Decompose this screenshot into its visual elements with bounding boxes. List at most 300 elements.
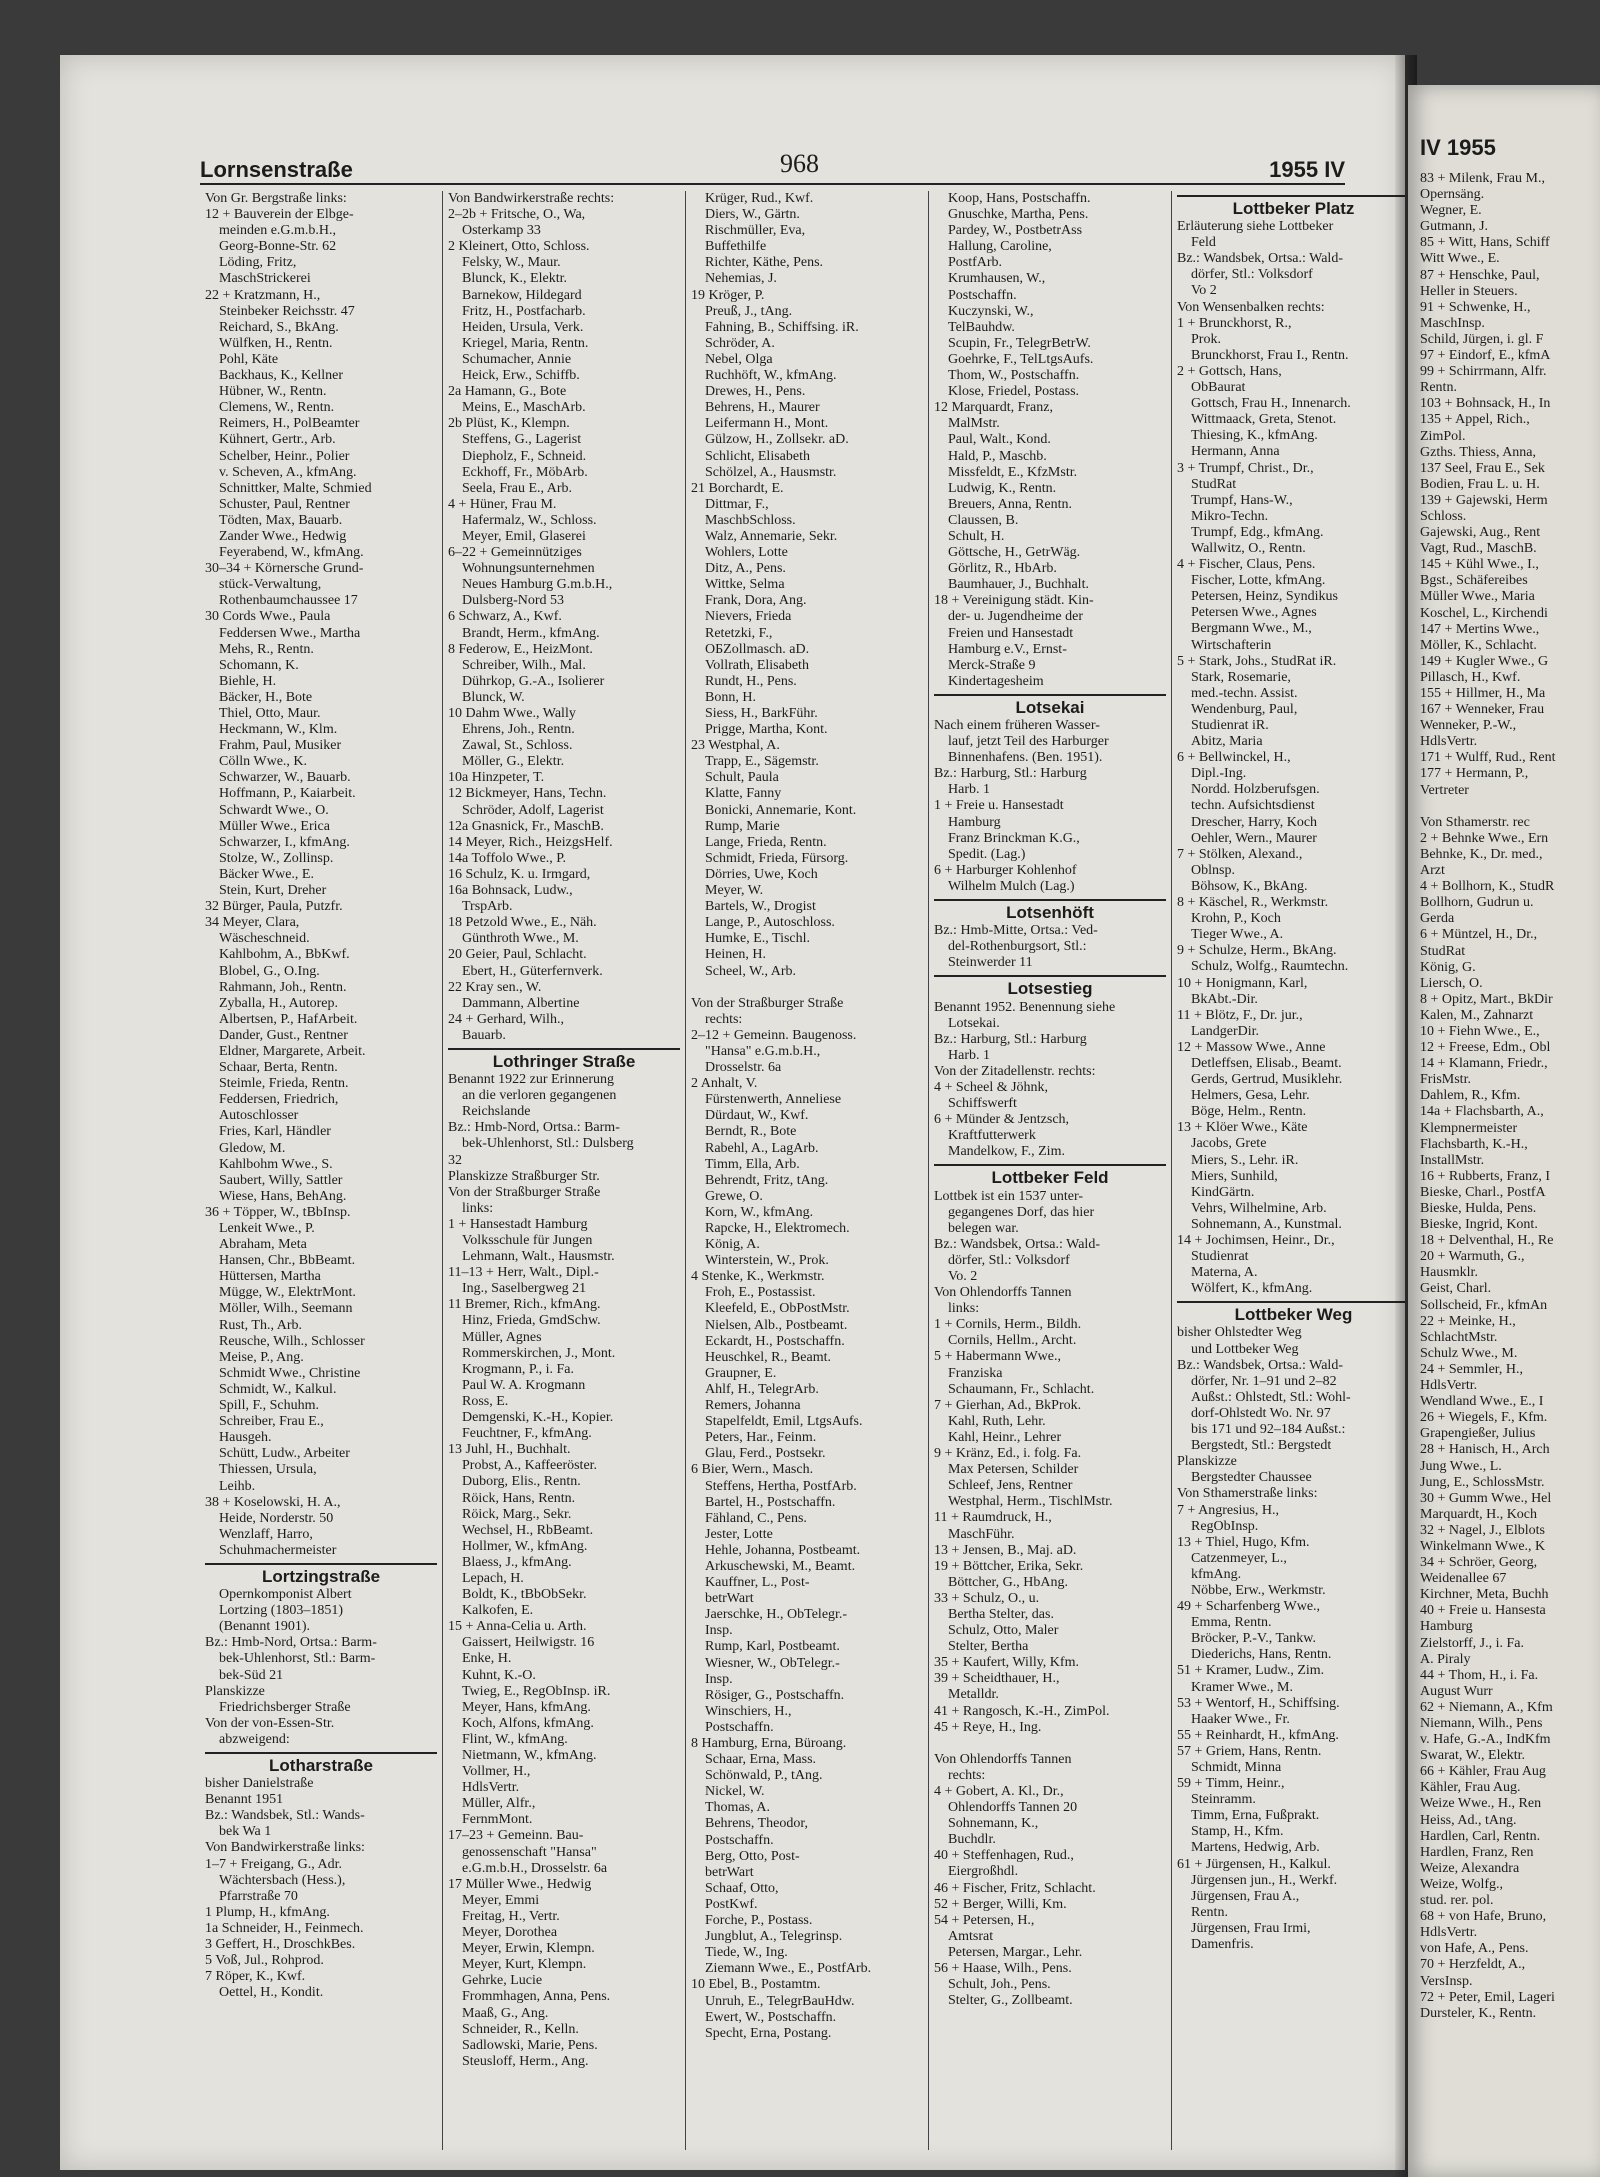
directory-entry: Krumhausen, W., — [948, 271, 1046, 287]
directory-entry: Vagt, Rud., MaschB. — [1420, 541, 1537, 557]
directory-entry: Rentn. — [1191, 1904, 1228, 1920]
directory-entry: Leifermann H., Mont. — [705, 416, 829, 432]
directory-entry: 12 Marquardt, Franz, — [934, 400, 1053, 416]
directory-entry: Remers, Johanna — [705, 1398, 801, 1414]
directory-entry: August Wurr — [1420, 1683, 1493, 1699]
directory-entry: 24 + Gerhard, Wilh., — [448, 1011, 564, 1027]
directory-entry: Meins, E., MaschArb. — [462, 400, 586, 416]
directory-entry: Thiel, Otto, Maur. — [219, 706, 321, 721]
directory-entry: Wiesner, W., ObTelegr.- — [705, 1655, 840, 1671]
directory-entry: Jürgensen, Frau Irmi, — [1191, 1920, 1311, 1936]
directory-entry: Pohl, Käte — [219, 351, 279, 367]
directory-entry: Maaß, G., Ang. — [462, 2005, 549, 2021]
directory-entry: 1 Plump, H., kfmAng. — [205, 1904, 330, 1920]
directory-entry: Schmidt, W., Kalkul. — [219, 1381, 337, 1397]
directory-entry: Lehmann, Walt., Hausmstr. — [462, 1249, 615, 1265]
street-heading: Lottbeker Platz — [1177, 195, 1405, 217]
directory-entry: Paul W. A. Krogmann — [462, 1377, 586, 1393]
directory-entry: 16 Schulz, K. u. Irmgard, — [448, 866, 591, 882]
directory-entry: 32 + Nagel, J., Elblots — [1420, 1522, 1545, 1538]
directory-entry: Hamburg — [948, 814, 1001, 830]
directory-entry: 44 + Thom, H., i. Fa. — [1420, 1667, 1539, 1683]
directory-entry: lauf, jetzt Teil des Harburger — [948, 734, 1109, 750]
directory-entry: Buffethilfe — [705, 239, 767, 255]
directory-entry: Planskizze — [1177, 1454, 1237, 1470]
directory-entry: Von der Zitadellenstr. rechts: — [934, 1063, 1096, 1079]
directory-entry: Heckmann, W., Klm. — [219, 722, 338, 738]
directory-entry: Zawal, St., Schloss. — [462, 738, 573, 754]
directory-entry: Schreiber, Wilh., Mal. — [462, 657, 586, 673]
directory-entry: 4 + Gobert, A. Kl., Dr., — [934, 1784, 1064, 1799]
directory-entry: Schult, H. — [948, 528, 1005, 544]
directory-entry: Nach einem früheren Wasser- — [934, 718, 1100, 733]
directory-entry: 12 Bickmeyer, Hans, Techn. — [448, 786, 607, 802]
directory-entry: 6 Schwarz, A., Kwf. — [448, 609, 562, 625]
directory-entry: 13 + Klöer Wwe., Käte — [1177, 1120, 1308, 1136]
header-rule — [200, 183, 1345, 185]
directory-entry: Fähland, C., Pens. — [705, 1510, 807, 1526]
directory-entry: Studienrat iR. — [1191, 718, 1269, 733]
directory-entry: Bertha Stelter, das. — [948, 1606, 1054, 1622]
directory-entry: 40 + Freie u. Hansesta — [1420, 1603, 1546, 1619]
directory-entry: HdlsVertr. — [462, 1780, 520, 1796]
directory-entry: Trapp, E., Sägemstr. — [705, 754, 819, 770]
directory-entry: FrisMstr. — [1420, 1072, 1471, 1088]
directory-entry: Von Sthamerstr. rec — [1420, 814, 1530, 830]
directory-entry: Jürgensen, Frau A., — [1191, 1888, 1300, 1904]
directory-entry: Vertreter — [1420, 782, 1469, 798]
directory-entry: Damenfris. — [1191, 1937, 1254, 1953]
directory-entry: Scheel, W., Arb. — [705, 963, 796, 979]
directory-entry: Reichard, S., BkAng. — [219, 319, 339, 335]
directory-entry: Franziska — [948, 1365, 1003, 1381]
directory-entry: Lange, P., Autoschloss. — [705, 915, 835, 931]
directory-entry: 19 Kröger, P. — [691, 287, 765, 303]
directory-entry: 1 + Brunckhorst, R., — [1177, 315, 1292, 331]
directory-entry: Wülfken, H., Rentn. — [219, 335, 333, 351]
street-heading: Lotsestieg — [934, 975, 1166, 997]
directory-entry: Nielsen, Alb., Postbeamt. — [705, 1317, 848, 1333]
directory-entry: Müller Wwe., Erica — [219, 818, 330, 834]
directory-entry: Stapelfeldt, Emil, LtgsAufs. — [705, 1414, 863, 1430]
directory-entry: Oehler, Wern., Maurer — [1191, 830, 1317, 846]
directory-entry: Prok. — [1191, 331, 1221, 347]
directory-entry: bek-Uhlenhorst, Stl.: Dulsberg — [462, 1136, 634, 1152]
directory-entry: Graupner, E. — [705, 1365, 777, 1381]
directory-entry: Schreiber, Frau E., — [219, 1414, 324, 1430]
directory-entry: 34 + Schröer, Georg, — [1420, 1555, 1538, 1571]
directory-entry: Bartel, H., Postschaffn. — [705, 1494, 836, 1510]
directory-entry: Neues Hamburg G.m.b.H., — [462, 577, 613, 593]
directory-entry: Von Bandwirkerstraße rechts: — [448, 191, 615, 206]
directory-entry: Jung Wwe., L. — [1420, 1458, 1502, 1474]
directory-entry: Thomas, A. — [705, 1800, 770, 1816]
directory-entry: Wendenburg, Paul, — [1191, 701, 1298, 717]
directory-entry: 21 Borchardt, E. — [691, 480, 784, 496]
directory-entry: 4 + Fischer, Claus, Pens. — [1177, 557, 1316, 573]
directory-entry: 36 + Töpper, W., tBbInsp. — [205, 1204, 351, 1220]
directory-entry: Bergmann Wwe., M., — [1191, 621, 1312, 637]
directory-entry: genossenschaft "Hansa" — [462, 1844, 597, 1860]
directory-entry: Drosselstr. 6a — [705, 1060, 782, 1076]
directory-entry: 155 + Hillmer, H., Ma — [1420, 686, 1546, 701]
directory-entry: Von der Straßburger Straße — [691, 995, 844, 1011]
directory-entry: Schütt, Ludw., Arbeiter — [219, 1446, 350, 1462]
directory-entry: Berg, Otto, Post- — [705, 1848, 800, 1864]
directory-entry: 87 + Henschke, Paul, — [1420, 267, 1540, 283]
directory-entry: Bz.: Harburg, Stl.: Harburg — [934, 1031, 1087, 1047]
directory-entry — [691, 980, 923, 996]
directory-entry: Schelber, Heinr., Polier — [219, 448, 350, 464]
directory-entry: 1 + Cornils, Herm., Bildh. — [934, 1317, 1082, 1333]
directory-entry: Bz.: Hmb-Nord, Ortsa.: Barm- — [205, 1635, 377, 1651]
directory-entry: Behrens, Theodor, — [705, 1816, 808, 1832]
directory-entry: Hübner, W., Rentn. — [219, 384, 327, 400]
directory-entry: der- u. Jugendheime der — [948, 609, 1084, 625]
directory-entry: Petersen Wwe., Agnes — [1191, 605, 1317, 621]
directory-entry: 18 Petzold Wwe., E., Näh. — [448, 915, 597, 931]
next-book-page — [1408, 85, 1600, 2177]
directory-entry: Breuers, Anna, Rentn. — [948, 496, 1073, 512]
directory-entry: Haaker Wwe., Fr. — [1191, 1711, 1290, 1727]
directory-entry: Eckhoff, Fr., MöbArb. — [462, 464, 588, 480]
directory-entry: Probst, A., Kaffeeröster. — [462, 1458, 598, 1474]
directory-entry: Gülzow, H., Zollsekr. aD. — [705, 432, 849, 448]
directory-entry: stud. rer. pol. — [1420, 1893, 1494, 1909]
directory-entry: Bz.: Wandsbek, Stl.: Wands- — [205, 1808, 365, 1824]
directory-entry: Zyballa, H., Autorep. — [219, 995, 338, 1011]
directory-entry: Rahmann, Joh., Rentn. — [219, 979, 347, 995]
directory-entry: "Hansa" e.G.m.b.H., — [705, 1043, 821, 1059]
directory-entry: Schiffswerft — [948, 1096, 1017, 1112]
directory-entry: InstallMstr. — [1420, 1152, 1485, 1168]
directory-entry: Dürdaut, W., Kwf. — [705, 1108, 809, 1124]
directory-entry: Zander Wwe., Hedwig — [219, 528, 347, 544]
directory-entry: 53 + Wentorf, H., Schiffsing. — [1177, 1695, 1340, 1711]
directory-entry: Ahlf, H., TelegrArb. — [705, 1381, 819, 1397]
directory-entry: Hollmer, W., kfmAng. — [462, 1538, 588, 1554]
directory-entry: Von der Straßburger Straße — [448, 1184, 601, 1200]
directory-entry: Humke, E., Tischl. — [705, 931, 811, 947]
directory-entry: Dammann, Albertine — [462, 995, 580, 1011]
directory-entry: Gerda — [1420, 911, 1455, 927]
street-heading: Lortzingstraße — [205, 1563, 437, 1585]
directory-entry: Ebert, H., Güterfernverk. — [462, 963, 603, 979]
directory-entry: Schaaf, Otto, — [705, 1880, 779, 1896]
directory-entry: Brandt, Herm., kfmAng. — [462, 625, 600, 641]
directory-entry: Meyer, Dorothea — [462, 1925, 558, 1941]
directory-entry: Fischer, Lotte, kfmAng. — [1191, 573, 1326, 589]
directory-entry: 8 + Käschel, R., Werkmstr. — [1177, 895, 1329, 911]
directory-entry: Ziemann Wwe., E., PostfArb. — [705, 1961, 872, 1977]
directory-entry: 10 + Honigmann, Karl, — [1177, 975, 1308, 991]
directory-entry: Binnenhafens. (Ben. 1951). — [948, 750, 1103, 766]
directory-entry: Ditz, A., Pens. — [705, 561, 786, 577]
directory-entry: Ewert, W., Postschaffn. — [705, 2009, 837, 2025]
street-heading: Lottbeker Weg — [1177, 1301, 1405, 1323]
directory-entry: 15 + Anna-Celia u. Arth. — [448, 1619, 587, 1635]
directory-entry: Weize, Alexandra — [1420, 1860, 1520, 1876]
directory-entry: Bergstedter Chaussee — [1191, 1470, 1312, 1486]
directory-entry: Drewes, H., Pens. — [705, 384, 806, 400]
directory-entry: 49 + Scharfenberg Wwe., — [1177, 1599, 1321, 1615]
directory-entry: Möller, K., Schlacht. — [1420, 637, 1537, 653]
directory-entry: 41 + Rangosch, K.-H., ZimPol. — [934, 1703, 1110, 1719]
directory-entry: Fries, Karl, Händler — [219, 1124, 331, 1140]
directory-entry: Bodien, Frau L. u. H. — [1420, 476, 1540, 492]
directory-entry: Heick, Erw., Schiffb. — [462, 368, 580, 384]
directory-entry: 4 Stenke, K., Werkmstr. — [691, 1269, 825, 1285]
directory-entry: Forche, P., Postass. — [705, 1913, 813, 1929]
directory-entry: Schröder, A. — [705, 335, 775, 351]
directory-entry — [934, 1736, 1166, 1752]
directory-entry: PostKwf. — [705, 1896, 758, 1912]
directory-entry: Eiergroßhdl. — [948, 1864, 1019, 1880]
directory-entry: Dulsberg-Nord 53 — [462, 593, 565, 609]
directory-entry: Sohnemann, A., Kunstmal. — [1191, 1216, 1342, 1232]
directory-entry: Pillasch, H., Kwf. — [1420, 669, 1521, 685]
directory-entry: Schölzel, A., Hausmstr. — [705, 464, 837, 480]
directory-entry: Dipl.-Ing. — [1191, 766, 1247, 782]
directory-entry: Schmidt, Frieda, Fürsorg. — [705, 850, 849, 866]
directory-entry: 51 + Kramer, Ludw., Zim. — [1177, 1663, 1325, 1679]
directory-entry: Osterkamp 33 — [462, 223, 541, 239]
directory-entry: Eldner, Margarete, Arbeit. — [219, 1043, 366, 1059]
directory-entry: 13 + Jensen, B., Maj. aD. — [934, 1542, 1077, 1558]
directory-entry: Enke, H. — [462, 1651, 512, 1667]
directory-entry: BkAbt.-Dir. — [1191, 991, 1258, 1007]
directory-entry: Cornils, Hellm., Archt. — [948, 1333, 1077, 1349]
directory-entry: 2 Kleinert, Otto, Schloss. — [448, 239, 590, 255]
directory-entry: med.-techn. Assist. — [1191, 685, 1298, 701]
directory-entry: Schulz, Wolfg., Raumtechn. — [1191, 959, 1349, 975]
directory-entry: Kriegel, Maria, Rentn. — [462, 335, 589, 351]
directory-entry: 11 + Blötz, F., Dr. jur., — [1177, 1007, 1303, 1023]
directory-entry: 9 + Kränz, Ed., i. folg. Fa. — [934, 1446, 1082, 1462]
directory-entry: Vollmer, H., — [462, 1764, 531, 1780]
directory-entry: Vehrs, Wilhelmine, Arb. — [1191, 1200, 1327, 1216]
directory-entry: 14 Meyer, Rich., HeizgsHelf. — [448, 834, 613, 850]
directory-entry: Möller, G., Elektr. — [462, 754, 565, 770]
directory-entry: Nietmann, W., kfmAng. — [462, 1748, 597, 1763]
directory-entry: e.G.m.b.H., Drosselstr. 6a — [462, 1860, 608, 1876]
directory-entry: StudRat — [1420, 943, 1466, 959]
directory-entry: Ohlendorffs Tannen 20 — [948, 1800, 1078, 1816]
directory-entry: Lepach, H. — [462, 1570, 524, 1586]
directory-entry: Metalldr. — [948, 1687, 999, 1703]
directory-entry: Bieske, Hulda, Pens. — [1420, 1201, 1537, 1216]
directory-entry: 34 Meyer, Clara, — [205, 915, 300, 931]
directory-entry: Schult, Paula — [705, 770, 779, 786]
directory-entry: 28 + Hanisch, H., Arch — [1420, 1442, 1550, 1458]
directory-entry: Freitag, H., Vertr. — [462, 1908, 560, 1924]
directory-entry: 5 + Habermann Wwe., — [934, 1349, 1061, 1365]
directory-entry: Thom, W., Postschaffn. — [948, 368, 1080, 384]
directory-entry: Schaumann, Fr., Schlacht. — [948, 1381, 1095, 1397]
directory-entry: 32 — [448, 1152, 462, 1168]
directory-entry: 2 Anhalt, V. — [691, 1076, 758, 1092]
directory-entry: Planskizze — [205, 1683, 265, 1699]
directory-entry: 7 + Stölken, Alexand., — [1177, 846, 1303, 862]
directory-entry: Frahm, Paul, Musiker — [219, 738, 342, 754]
directory-entry: 14 + Klamann, Friedr., — [1420, 1056, 1548, 1072]
directory-entry: Möller, Wilh., Seemann — [219, 1301, 353, 1317]
directory-entry: Meyer, Kurt, Klempn. — [462, 1957, 587, 1973]
directory-entry: Dührkop, G.-A., Isolierer — [462, 673, 605, 689]
directory-entry: 2 + Gottsch, Hans, — [1177, 363, 1282, 379]
directory-entry: Diepholz, F., Schneid. — [462, 448, 587, 464]
directory-entry: Oblnsp. — [1191, 862, 1235, 878]
directory-entry: Kühnert, Gertr., Arb. — [219, 432, 336, 448]
directory-entry: 39 + Scheidthauer, H., — [934, 1671, 1060, 1687]
directory-entry: Retetzki, F., — [705, 625, 773, 641]
directory-entry: König, A. — [705, 1237, 760, 1253]
street-heading: Lottbeker Feld — [934, 1164, 1166, 1186]
directory-entry: Erläuterung siehe Lottbeker — [1177, 219, 1334, 235]
directory-entry: Frank, Dora, Ang. — [705, 593, 807, 609]
directory-entry: Kramer Wwe., M. — [1191, 1679, 1293, 1695]
directory-entry: Geist, Charl. — [1420, 1281, 1492, 1297]
directory-entry: 13 Juhl, H., Buchhalt. — [448, 1442, 571, 1458]
directory-entry: Saubert, Willy, Sattler — [219, 1172, 343, 1188]
directory-entry: Wittmaack, Greta, Stenot. — [1191, 412, 1337, 428]
directory-entry: Krohn, P., Koch — [1191, 911, 1281, 927]
directory-entry: TelBauhdw. — [948, 319, 1015, 335]
directory-entry: Studienrat — [1191, 1249, 1249, 1265]
directory-entry: Flachsbarth, K.-H., — [1420, 1136, 1528, 1152]
directory-entry: Ross, E. — [462, 1393, 509, 1409]
directory-entry: Westphal, Herm., TischlMstr. — [948, 1494, 1113, 1510]
directory-entry: Biehle, H. — [219, 673, 277, 689]
directory-entry: Freien und Hansestadt — [948, 625, 1074, 641]
directory-entry: Steinbeker Reichsstr. 47 — [219, 303, 355, 319]
directory-entry: Felsky, W., Maur. — [462, 255, 561, 271]
directory-entry: Georg-Bonne-Str. 62 — [219, 239, 337, 255]
directory-entry: Schumacher, Annie — [462, 351, 572, 367]
directory-entry: Von Ohlendorffs Tannen — [934, 1751, 1072, 1767]
directory-entry: Von Gr. Bergstraße links: — [205, 191, 347, 206]
directory-entry: Niemann, Wilh., Pens — [1420, 1716, 1543, 1731]
directory-entry: Kalkofen, E. — [462, 1603, 534, 1619]
directory-entry: MaschFühr. — [948, 1526, 1015, 1542]
directory-entry: Kahlbohm, A., BbKwf. — [219, 947, 350, 963]
directory-entry: Miers, Sunhild, — [1191, 1168, 1278, 1184]
directory-entry: Volksschule für Jungen — [462, 1233, 593, 1248]
directory-entry: 33 + Schulz, O., u. — [934, 1590, 1040, 1606]
directory-entry: Sohnemann, K., — [948, 1816, 1039, 1832]
directory-entry: Catzenmeyer, L., — [1191, 1550, 1287, 1566]
directory-entry: 40 + Steffenhagen, Rud., — [934, 1848, 1074, 1864]
directory-entry: Kleefeld, E., ObPostMstr. — [705, 1301, 850, 1317]
street-heading: Lotharstraße — [205, 1752, 437, 1774]
directory-entry: Frommhagen, Anna, Pens. — [462, 1989, 611, 2005]
directory-entry: Emma, Rentn. — [1191, 1615, 1272, 1631]
directory-entry: 62 + Niemann, A., Kfm — [1420, 1699, 1553, 1715]
street-heading: Lotsenhöft — [934, 899, 1166, 921]
directory-entry: Hansen, Chr., BbBeamt. — [219, 1253, 356, 1269]
directory-entry: 19 + Böttcher, Erika, Sekr. — [934, 1558, 1084, 1574]
directory-entry: 8 Federow, E., HeizMont. — [448, 641, 593, 657]
directory-entry: Preuß, J., tAng. — [705, 303, 793, 319]
directory-entry: 2–12 + Gemeinn. Baugenoss. — [691, 1027, 857, 1043]
directory-entry: 14a + Flachsbarth, A., — [1420, 1104, 1544, 1120]
directory-entry: Bollhorn, Gudrun u. — [1420, 895, 1534, 911]
directory-entry: 1 + Hansestadt Hamburg — [448, 1216, 588, 1232]
directory-entry: Bartels, W., Drogist — [705, 899, 816, 915]
directory-entry: Swarat, W., Elektr. — [1420, 1748, 1525, 1764]
directory-entry: Görlitz, R., HbArb. — [948, 561, 1057, 577]
directory-entry: PostfArb. — [948, 255, 1003, 271]
directory-entry: Vollrath, Elisabeth — [705, 657, 809, 673]
directory-entry: MaschbSchloss. — [705, 512, 796, 528]
directory-entry: Jungblut, A., Telegrinsp. — [705, 1929, 843, 1945]
directory-entry: 7 Röper, K., Kwf. — [205, 1969, 306, 1985]
directory-entry: Nordd. Holzberufsgen. — [1191, 782, 1320, 798]
directory-entry: Albertsen, P., HafArbeit. — [219, 1011, 358, 1027]
directory-entry: Blobel, G., O.Ing. — [219, 963, 320, 979]
directory-entry: Rabehl, A., LagArb. — [705, 1140, 819, 1156]
directory-entry: 10 + Fiehn Wwe., E., — [1420, 1023, 1540, 1039]
directory-entry: Martens, Hedwig, Arb. — [1191, 1840, 1320, 1856]
directory-entry: Ing., Saselbergweg 21 — [462, 1281, 587, 1297]
directory-entry: Reusche, Wilh., Schlosser — [219, 1333, 365, 1349]
directory-entry: Abraham, Meta — [219, 1237, 307, 1253]
directory-entry: Seela, Frau E., Arb. — [462, 480, 573, 496]
directory-entry: Kahl, Heinr., Lehrer — [948, 1429, 1062, 1445]
directory-entry: Harb. 1 — [948, 782, 990, 798]
directory-entry: Benannt 1922 zur Erinnerung — [448, 1072, 615, 1088]
directory-entry: Postschaffn. — [705, 1832, 774, 1848]
directory-entry: StudRat — [1191, 476, 1237, 492]
directory-entry: Behnke, K., Dr. med., — [1420, 846, 1543, 862]
directory-entry: Weidenallee 67 — [1420, 1571, 1507, 1587]
directory-entry: 16 + Rubberts, Franz, I — [1420, 1168, 1550, 1184]
directory-entry: stück-Verwaltung, — [219, 577, 322, 593]
directory-entry: 30 + Gumm Wwe., Hel — [1420, 1490, 1552, 1506]
directory-entry: techn. Aufsichtsdienst — [1191, 798, 1315, 814]
directory-entry: Grapengießer, Julius — [1420, 1426, 1536, 1442]
directory-entry: Rump, Karl, Postbeamt. — [705, 1639, 840, 1655]
directory-entry: Sollscheid, Fr., kfmAn — [1420, 1297, 1548, 1313]
directory-entry: 11–13 + Herr, Walt., Dipl.- — [448, 1265, 599, 1281]
directory-entry: Postschaffn. — [705, 1719, 774, 1735]
directory-entry: und Lottbeker Weg — [1191, 1341, 1299, 1357]
directory-entry: dörfer, Stl.: Volksdorf — [948, 1252, 1070, 1268]
directory-entry: Specht, Erna, Postang. — [705, 2025, 832, 2041]
directory-entry: Steffens, G., Lagerist — [462, 432, 582, 448]
page-header — [200, 145, 1345, 185]
directory-entry: Mikro-Techn. — [1191, 508, 1269, 524]
directory-entry: Gaissert, Heilwigstr. 16 — [462, 1635, 595, 1651]
directory-entry: 6 + Münder & Jentzsch, — [934, 1112, 1070, 1128]
directory-entry: Lottbek ist ein 1537 unter- — [934, 1188, 1084, 1204]
directory-entry: 9 + Schulze, Herm., BkAng. — [1177, 943, 1337, 959]
directory-entry: Arzt — [1420, 863, 1445, 879]
directory-entry: Wendland Wwe., E., I — [1420, 1394, 1544, 1410]
directory-entry: Miers, S., Lehr. iR. — [1191, 1152, 1299, 1168]
directory-entry: 20 Geier, Paul, Schlacht. — [448, 947, 587, 963]
directory-entry: Peters, Har., Feinm. — [705, 1430, 817, 1446]
directory-entry: Witt Wwe., E. — [1420, 251, 1500, 267]
directory-entry: 171 + Wulff, Rud., Rent — [1420, 750, 1556, 766]
directory-entry: Klatte, Fanny — [705, 786, 782, 802]
directory-entry: Insp. — [705, 1671, 733, 1687]
directory-entry: Schaar, Berta, Rentn. — [219, 1060, 338, 1076]
directory-entry: Hald, P., Maschb. — [948, 448, 1047, 464]
directory-entry: Barnekow, Hildegard — [462, 287, 582, 303]
directory-entry: Lortzing (1803–1851) — [219, 1603, 344, 1619]
directory-entry: Rösiger, G., Postschaffn. — [705, 1687, 845, 1703]
